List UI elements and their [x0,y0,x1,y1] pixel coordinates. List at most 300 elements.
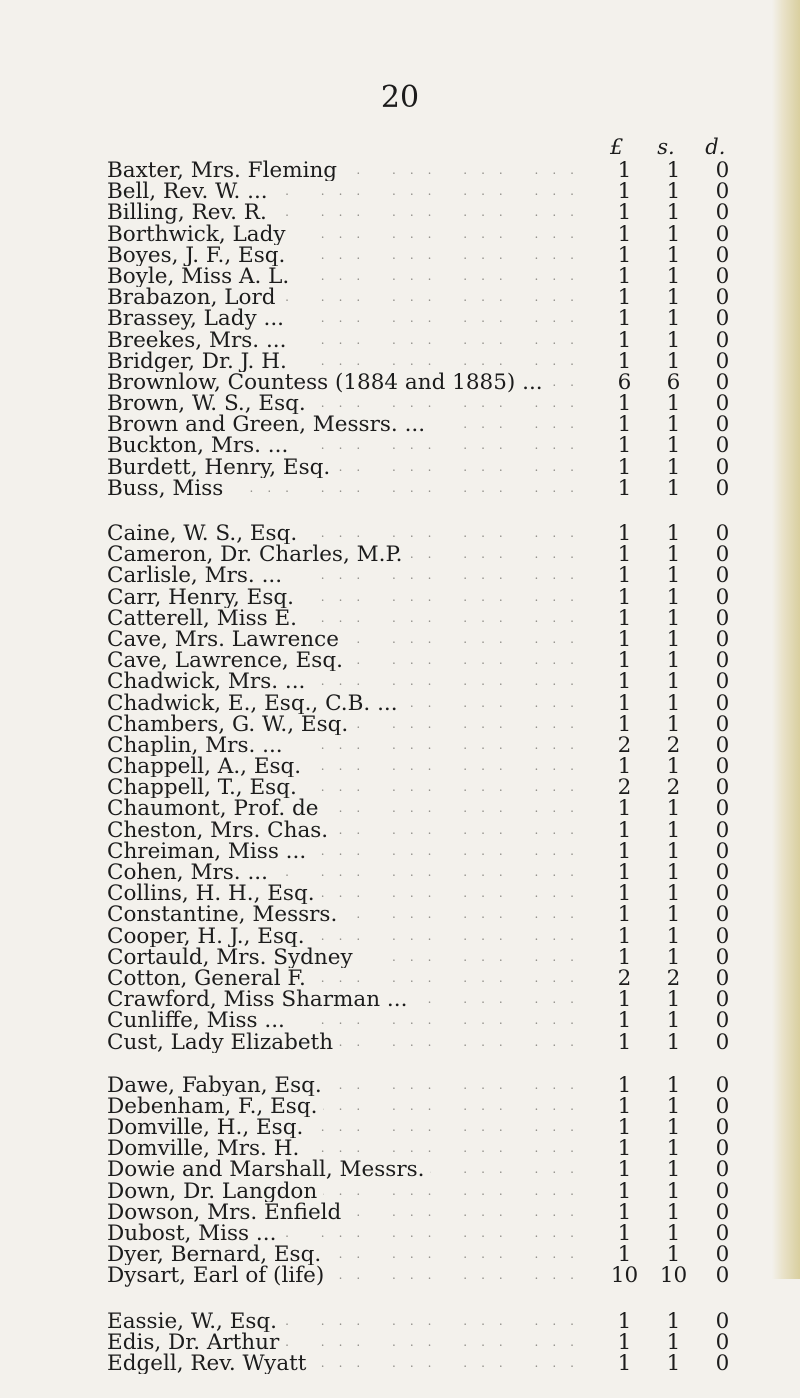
subscriber-name [107,883,600,904]
subscriber-row [107,1093,747,1119]
subscriber-name [107,1075,600,1096]
subscriber-name-text: Chreiman, Miss ... [107,841,312,862]
shillings-amount: 1 [666,1008,681,1034]
shillings-amount: 1 [666,475,681,501]
subscriber-row [107,1178,747,1204]
subscriber-name [107,266,600,287]
pounds-amount: 1 [617,285,632,311]
shillings-amount: 1 [666,1329,681,1355]
subscriber-row [107,391,747,417]
subscriber-name-text: Bell, Rev. W. ... [107,181,274,202]
pounds-amount: 1 [617,1136,632,1162]
pounds-amount: 1 [617,1115,632,1141]
subscriber-name [107,926,600,947]
subscriber-name-text: Cohen, Mrs. ... [107,862,274,883]
pence-amount: 0 [715,817,730,843]
pence-amount: 0 [715,1157,730,1183]
pounds-amount: 1 [617,902,632,928]
shillings-amount: 1 [666,433,681,459]
subscriber-name-text: Chaumont, Prof. de [107,798,324,819]
shillings-amount: 1 [666,754,681,780]
subscriber-row [107,542,747,568]
subscriber-name [107,862,600,883]
shillings-amount: 1 [666,306,681,332]
shillings-header: s. [657,135,675,159]
pounds-amount: 1 [617,1242,632,1268]
subscriber-name [107,671,600,692]
subscriber-name-text: Cave, Mrs. Lawrence [107,629,345,650]
pounds-amount: 1 [617,754,632,780]
subscriber-row [107,648,747,674]
subscriber-name [107,1138,600,1159]
subscriber-row [107,200,747,226]
subscriber-name-text: Cameron, Dr. Charles, M.P. [107,544,408,565]
subscriber-name-text: Chadwick, Mrs. ... [107,671,311,692]
shillings-amount: 1 [666,158,681,183]
subscriber-row [107,1029,747,1055]
pounds-amount: 1 [617,1221,632,1246]
shillings-amount: 1 [666,923,681,949]
pence-amount: 0 [715,987,730,1013]
pence-amount: 0 [715,1221,730,1246]
subscriber-name [107,1117,600,1138]
pence-header: d. [705,135,726,159]
pence-amount: 0 [715,1029,730,1055]
pence-amount: 0 [715,158,730,183]
subscriber-name [107,587,600,608]
shillings-amount: 1 [666,944,681,970]
subscriber-name-text: Carlisle, Mrs. ... [107,565,288,586]
subscriber-row [107,1308,747,1334]
subscriber-row [107,242,747,268]
shillings-amount: 1 [666,521,681,546]
pounds-amount: 1 [617,1008,632,1034]
subscriber-row [107,179,747,205]
pounds-amount: 1 [617,944,632,970]
shillings-amount: 2 [666,732,681,758]
pounds-amount: 1 [617,1178,632,1204]
pence-amount: 0 [715,732,730,758]
subscriber-name [107,414,600,435]
shillings-amount: 1 [666,348,681,374]
shillings-amount: 1 [666,327,681,353]
subscriber-row [107,263,747,289]
pounds-amount: 1 [617,263,632,289]
pence-amount: 0 [715,369,730,395]
subscriber-name [107,202,600,223]
subscriber-name-text: Baxter, Mrs. Fleming [107,160,343,181]
subscriber-name-text: Domville, H., Esq. [107,1117,309,1138]
subscriber-row [107,902,747,928]
pence-amount: 0 [715,1199,730,1225]
pence-amount: 0 [715,454,730,480]
subscriber-name [107,372,600,393]
pounds-amount: 1 [617,1199,632,1225]
subscriber-name [107,714,600,735]
shillings-amount: 1 [666,200,681,226]
pence-amount: 0 [715,944,730,970]
subscriber-name-text: Dubost, Miss ... [107,1223,282,1244]
subscriber-name-text: Cheston, Mrs. Chas. [107,820,334,841]
subscriber-name [107,1096,600,1117]
shillings-amount: 1 [666,626,681,652]
shillings-amount: 1 [666,242,681,268]
subscriber-name [107,904,600,925]
subscriber-name [107,989,600,1010]
subscriber-name [107,478,600,499]
shillings-amount: 1 [666,1157,681,1183]
subscriber-name [107,160,600,181]
pounds-header: £ [609,135,624,159]
pence-amount: 0 [715,1242,730,1268]
subscriber-row [107,1072,747,1098]
pounds-amount: 2 [617,965,632,991]
pence-amount: 0 [715,475,730,501]
shillings-amount: 1 [666,1136,681,1162]
pounds-amount: 1 [617,796,632,822]
subscriber-row [107,1242,747,1268]
shillings-amount: 1 [666,669,681,695]
pounds-amount: 1 [617,158,632,183]
pence-amount: 0 [715,542,730,568]
pence-amount: 0 [715,391,730,417]
shillings-amount: 1 [666,542,681,568]
subscriber-name [107,1010,600,1031]
pounds-amount: 1 [617,1329,632,1355]
shillings-amount: 1 [666,648,681,674]
pence-amount: 0 [715,285,730,311]
subscriber-name [107,330,600,351]
pounds-amount: 2 [617,775,632,801]
subscriber-name-text: Debenham, F., Esq. [107,1096,323,1117]
pence-amount: 0 [715,1308,730,1334]
subscriber-name [107,308,600,329]
subscriber-name [107,435,600,456]
subscriber-row [107,327,747,353]
pounds-amount: 1 [617,221,632,247]
subscriber-name-text: Cunliffe, Miss ... [107,1010,291,1031]
subscriber-name-text: Cave, Lawrence, Esq. [107,650,349,671]
subscriber-row [107,881,747,907]
subscriber-row [107,605,747,631]
pence-amount: 0 [715,563,730,589]
pence-amount: 0 [715,1115,730,1141]
pence-amount: 0 [715,860,730,885]
subscriber-name-text: Buckton, Mrs. ... [107,435,294,456]
pence-amount: 0 [715,605,730,631]
pence-amount: 0 [715,1350,730,1376]
pounds-amount: 1 [617,881,632,907]
pence-amount: 0 [715,923,730,949]
subscriber-row [107,838,747,864]
pounds-amount: 1 [617,454,632,480]
pounds-amount: 1 [617,179,632,205]
pounds-amount: 1 [617,923,632,949]
subscriber-row [107,1115,747,1141]
shillings-amount: 1 [666,221,681,247]
pence-amount: 0 [715,1329,730,1355]
subscriber-name [107,544,600,565]
pence-amount: 0 [715,648,730,674]
shillings-amount: 1 [666,1093,681,1119]
subscriber-name [107,523,600,544]
subscriber-name [107,777,600,798]
letter-group [107,160,747,499]
pounds-amount: 6 [617,369,632,395]
subscriber-row [107,626,747,652]
subscriber-name-text: Carr, Henry, Esq. [107,587,300,608]
subscriber-row [107,690,747,716]
subscriber-row [107,433,747,459]
pounds-amount: 1 [617,838,632,864]
subscriber-name [107,1202,600,1223]
pounds-amount: 1 [617,860,632,885]
subscriber-row [107,306,747,332]
pounds-amount: 1 [617,1350,632,1376]
subscriber-name [107,650,600,671]
subscriber-name [107,735,600,756]
subscriber-name-text: Cooper, H. J., Esq. [107,926,311,947]
subscriber-row [107,348,747,374]
letter-group [107,523,747,1053]
subscriber-row [107,711,747,737]
pounds-amount: 1 [617,542,632,568]
pence-amount: 0 [715,1263,730,1289]
subscriber-row [107,369,747,395]
pounds-amount: 1 [617,987,632,1013]
pounds-amount: 1 [617,1093,632,1119]
pounds-amount: 1 [617,817,632,843]
shillings-amount: 1 [666,817,681,843]
subscriber-name [107,1265,600,1286]
subscriber-name-text: Edgell, Rev. Wyatt [107,1353,312,1374]
shillings-amount: 1 [666,605,681,631]
shillings-amount: 1 [666,412,681,438]
subscriber-name-text: Brownlow, Countess (1884 and 1885) ... [107,372,549,393]
pounds-amount: 1 [617,626,632,652]
pounds-amount: 1 [617,690,632,716]
pence-amount: 0 [715,902,730,928]
pence-amount: 0 [715,711,730,737]
pence-amount: 0 [715,1008,730,1034]
letter-group [107,1072,747,1289]
subscriber-name [107,756,600,777]
subscriber-row [107,1263,747,1289]
subscriber-name-text: Dysart, Earl of (life) [107,1265,330,1286]
subscriber-name-text: Chadwick, E., Esq., C.B. ... [107,693,404,714]
subscriber-name-text: Brown, W. S., Esq. [107,393,312,414]
letter-group [107,1308,747,1376]
pounds-amount: 1 [617,1029,632,1055]
page-number: 20 [380,80,420,115]
shillings-amount: 1 [666,1178,681,1204]
pence-amount: 0 [715,221,730,247]
shillings-amount: 1 [666,1350,681,1376]
subscriber-name [107,1244,600,1265]
shillings-amount: 1 [666,1199,681,1225]
subscriber-name-text: Chappell, A., Esq. [107,756,307,777]
subscriber-name-text: Billing, Rev. R. [107,202,273,223]
pence-amount: 0 [715,433,730,459]
subscriber-row [107,454,747,480]
shillings-amount: 1 [666,454,681,480]
pounds-amount: 2 [617,732,632,758]
subscriber-name [107,181,600,202]
pounds-amount: 1 [617,1308,632,1334]
subscriber-row [107,1223,747,1244]
subscriber-row [107,732,747,758]
subscriber-name-text: Chaplin, Mrs. ... [107,735,289,756]
pounds-amount: 1 [617,200,632,226]
pence-amount: 0 [715,242,730,268]
subscriber-row [107,987,747,1013]
pence-amount: 0 [715,1178,730,1204]
shillings-amount: 1 [666,584,681,610]
pounds-amount: 1 [617,327,632,353]
subscriber-row [107,221,747,247]
subscriber-name-text: Edis, Dr. Arthur [107,1332,285,1353]
subscriber-row [107,412,747,438]
shillings-amount: 1 [666,838,681,864]
subscriber-row [107,862,747,883]
subscriber-name-text: Constantine, Messrs. [107,904,343,925]
pence-amount: 0 [715,690,730,716]
pounds-amount: 1 [617,391,632,417]
subscriber-name-text: Domville, Mrs. H. [107,1138,305,1159]
subscriber-name [107,968,600,989]
pence-amount: 0 [715,179,730,205]
shillings-amount: 1 [666,796,681,822]
subscriber-name [107,798,600,819]
pence-amount: 0 [715,1093,730,1119]
shillings-amount: 6 [666,369,681,395]
subscriber-row [107,1350,747,1376]
pounds-amount: 1 [617,711,632,737]
shillings-amount: 1 [666,1115,681,1141]
subscriber-name-text: Borthwick, Lady [107,224,292,245]
subscriber-name [107,629,600,650]
subscriber-row [107,523,747,544]
subscriber-row [107,475,747,501]
page-edge [772,0,800,1279]
subscriber-name [107,565,600,586]
shillings-amount: 1 [666,285,681,311]
pounds-amount: 1 [617,306,632,332]
subscriber-name [107,841,600,862]
subscriber-row [107,754,747,780]
subscriber-name [107,351,600,372]
subscriber-row [107,965,747,991]
subscriber-row [107,817,747,843]
subscriber-name-text: Catterell, Miss E. [107,608,303,629]
subscriber-row [107,796,747,822]
pence-amount: 0 [715,796,730,822]
pounds-amount: 1 [617,475,632,501]
pence-amount: 0 [715,412,730,438]
pence-amount: 0 [715,965,730,991]
shillings-amount: 1 [666,987,681,1013]
subscriber-name [107,1032,600,1053]
pence-amount: 0 [715,263,730,289]
pounds-amount: 1 [617,521,632,546]
subscriber-name [107,1353,600,1374]
pounds-amount: 10 [610,1263,639,1289]
shillings-amount: 1 [666,1308,681,1334]
subscriber-row [107,1008,747,1034]
shillings-amount: 1 [666,881,681,907]
subscriber-row [107,669,747,695]
subscriber-name [107,245,600,266]
subscriber-name [107,608,600,629]
subscriber-name-text: Dowie and Marshall, Messrs. [107,1159,430,1180]
pounds-amount: 1 [617,412,632,438]
pounds-amount: 1 [617,433,632,459]
subscriber-name-text: Boyes, J. F., Esq. [107,245,291,266]
shillings-amount: 10 [659,1263,688,1289]
subscriber-row [107,584,747,610]
shillings-amount: 1 [666,1242,681,1268]
shillings-amount: 2 [666,775,681,801]
pence-amount: 0 [715,348,730,374]
pence-amount: 0 [715,1072,730,1098]
subscriber-row [107,923,747,949]
subscriber-row [107,1199,747,1225]
subscriber-row [107,1329,747,1355]
subscriber-name [107,947,600,968]
subscriber-name [107,1223,600,1244]
subscriber-name-text: Eassie, W., Esq. [107,1311,283,1332]
pence-amount: 0 [715,669,730,695]
subscriber-name [107,693,600,714]
subscriber-name [107,1311,600,1332]
shillings-amount: 2 [666,965,681,991]
shillings-amount: 1 [666,711,681,737]
subscriber-row [107,1136,747,1162]
subscriber-name [107,224,600,245]
shillings-amount: 1 [666,563,681,589]
subscriber-name-text: Crawford, Miss Sharman ... [107,989,413,1010]
subscriber-name-text: Caine, W. S., Esq. [107,523,303,544]
subscriber-name-text: Bridger, Dr. J. H. [107,351,293,372]
pounds-amount: 1 [617,563,632,589]
subscriber-name [107,1332,600,1353]
subscriber-name-text: Dowson, Mrs. Enfield [107,1202,347,1223]
pence-amount: 0 [715,584,730,610]
pounds-amount: 1 [617,348,632,374]
subscriber-name-text: Cust, Lady Elizabeth [107,1032,339,1053]
subscriber-row [107,563,747,589]
subscriber-name [107,287,600,308]
subscriber-name-text: Down, Dr. Langdon [107,1181,323,1202]
subscriber-name [107,457,600,478]
shillings-amount: 1 [666,263,681,289]
subscriber-name-text: Cortauld, Mrs. Sydney [107,947,359,968]
pence-amount: 0 [715,521,730,546]
pounds-amount: 1 [617,242,632,268]
subscriber-name-text: Boyle, Miss A. L. [107,266,295,287]
subscriber-name-text: Cotton, General F. [107,968,312,989]
pence-amount: 0 [715,626,730,652]
subscriber-name-text: Dawe, Fabyan, Esq. [107,1075,328,1096]
shillings-amount: 1 [666,1221,681,1246]
pence-amount: 0 [715,838,730,864]
pence-amount: 0 [715,200,730,226]
pounds-amount: 1 [617,584,632,610]
subscriber-name-text: Buss, Miss [107,478,229,499]
shillings-amount: 1 [666,860,681,885]
shillings-amount: 1 [666,1029,681,1055]
subscriber-name [107,820,600,841]
